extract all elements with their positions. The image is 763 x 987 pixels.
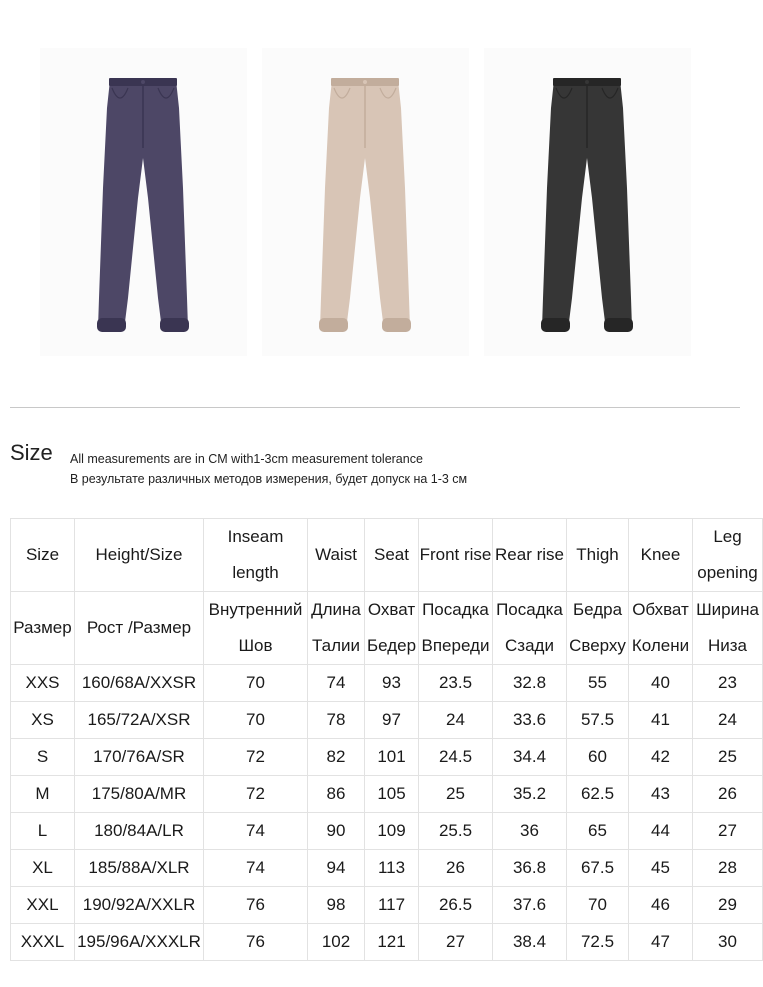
table-cell: 47 [629,924,693,961]
table-header-row-ru [11,592,763,665]
table-cell: Waist [308,519,365,592]
table-cell: 35.2 [493,776,567,813]
pants-cuff-left [97,318,126,332]
table-cell: 70 [204,665,308,702]
table-row [11,702,763,739]
table-cell: 101 [365,739,419,776]
pants-purple-illustration [40,48,247,356]
table-cell: 72 [204,776,308,813]
table-row [11,739,763,776]
table-cell: 24 [419,702,493,739]
pants-cuff-right [604,318,633,332]
table-cell: Ширина Низа [693,592,763,665]
section-divider [10,407,740,408]
table-cell: Посадка Впереди [419,592,493,665]
table-cell: 26 [419,850,493,887]
table-cell: Knee [629,519,693,592]
table-cell: 24.5 [419,739,493,776]
table-cell: 36 [493,813,567,850]
table-row [11,776,763,813]
table-cell: 28 [693,850,763,887]
table-header-row-en [11,519,763,592]
product-image-purple [40,48,247,356]
table-cell: 97 [365,702,419,739]
table-cell: 109 [365,813,419,850]
table-cell: 65 [567,813,629,850]
table-cell: Thigh [567,519,629,592]
table-cell: 43 [629,776,693,813]
table-cell: 25.5 [419,813,493,850]
table-cell: 40 [629,665,693,702]
table-cell: XXS [11,665,75,702]
table-cell: 42 [629,739,693,776]
table-row [11,924,763,961]
table-cell: 62.5 [567,776,629,813]
table-cell: 113 [365,850,419,887]
table-cell: Size [11,519,75,592]
table-cell: Длина Талии [308,592,365,665]
table-cell: Inseam length [204,519,308,592]
table-cell: 23.5 [419,665,493,702]
table-cell: 160/68A/XXSR [75,665,204,702]
product-images [0,0,750,400]
table-cell: Seat [365,519,419,592]
table-cell: 86 [308,776,365,813]
table-cell: 121 [365,924,419,961]
table-cell: 44 [629,813,693,850]
table-cell: 37.6 [493,887,567,924]
table-cell: 29 [693,887,763,924]
table-cell: 76 [204,924,308,961]
table-row [11,850,763,887]
pants-cuff-left [541,318,570,332]
pants-cuff-left [319,318,348,332]
pants-button [141,80,145,84]
table-cell: 33.6 [493,702,567,739]
table-cell: 76 [204,887,308,924]
table-row [11,665,763,702]
table-cell: 170/76A/SR [75,739,204,776]
table-cell: 36.8 [493,850,567,887]
table-cell: 90 [308,813,365,850]
table-cell: 195/96A/XXXLR [75,924,204,961]
table-cell: 24 [693,702,763,739]
table-cell: 27 [693,813,763,850]
table-cell: 30 [693,924,763,961]
table-cell: Посадка Сзади [493,592,567,665]
table-cell: 57.5 [567,702,629,739]
table-cell: 185/88A/XLR [75,850,204,887]
table-cell: 41 [629,702,693,739]
table-cell: 94 [308,850,365,887]
measurement-note-en: All measurements are in CM with1-3cm measurement tolerance [70,452,423,466]
table-cell: 55 [567,665,629,702]
table-cell: XL [11,850,75,887]
table-cell: L [11,813,75,850]
table-cell: Бедра Сверху [567,592,629,665]
table-cell: Rear rise [493,519,567,592]
table-cell: 105 [365,776,419,813]
table-cell: 117 [365,887,419,924]
pants-black-illustration [484,48,691,356]
table-cell: 78 [308,702,365,739]
table-cell: Leg opening [693,519,763,592]
table-row [11,887,763,924]
table-cell: 82 [308,739,365,776]
table-cell: 72.5 [567,924,629,961]
table-cell: Height/Size [75,519,204,592]
pants-button [363,80,367,84]
table-row [11,813,763,850]
table-cell: Front rise [419,519,493,592]
table-cell: 74 [308,665,365,702]
size-section-title: Size [10,440,53,465]
table-cell: 70 [567,887,629,924]
table-cell: Рост /Размер [75,592,204,665]
table-cell: 46 [629,887,693,924]
table-cell: 25 [693,739,763,776]
pants-cuff-right [382,318,411,332]
table-cell: 72 [204,739,308,776]
table-cell: 25 [419,776,493,813]
table-cell: 60 [567,739,629,776]
table-cell: 190/92A/XXLR [75,887,204,924]
table-cell: 38.4 [493,924,567,961]
table-cell: 74 [204,813,308,850]
table-cell: XXL [11,887,75,924]
product-image-beige [262,48,469,356]
table-cell: S [11,739,75,776]
table-cell: Охват Бедер [365,592,419,665]
table-cell: XS [11,702,75,739]
table-cell: 102 [308,924,365,961]
table-cell: 74 [204,850,308,887]
size-chart-table [10,518,763,961]
pants-button [585,80,589,84]
table-cell: XXXL [11,924,75,961]
table-cell: 34.4 [493,739,567,776]
product-image-black [484,48,691,356]
table-cell: 45 [629,850,693,887]
table-cell: 32.8 [493,665,567,702]
table-cell: M [11,776,75,813]
table-cell: 70 [204,702,308,739]
table-cell: 26.5 [419,887,493,924]
table-cell: 93 [365,665,419,702]
table-cell: 26 [693,776,763,813]
table-cell: Размер [11,592,75,665]
pants-cuff-right [160,318,189,332]
size-chart [10,518,759,962]
table-cell: 27 [419,924,493,961]
table-cell: 175/80A/MR [75,776,204,813]
table-cell: Обхват Колени [629,592,693,665]
table-cell: Внутренний Шов [204,592,308,665]
table-cell: 180/84A/LR [75,813,204,850]
table-cell: 98 [308,887,365,924]
measurement-note-ru: В результате различных методов измерения, будет допуск на 1-3 см [70,472,468,486]
table-cell: 165/72A/XSR [75,702,204,739]
table-cell: 23 [693,665,763,702]
pants-beige-illustration [262,48,469,356]
table-cell: 67.5 [567,850,629,887]
